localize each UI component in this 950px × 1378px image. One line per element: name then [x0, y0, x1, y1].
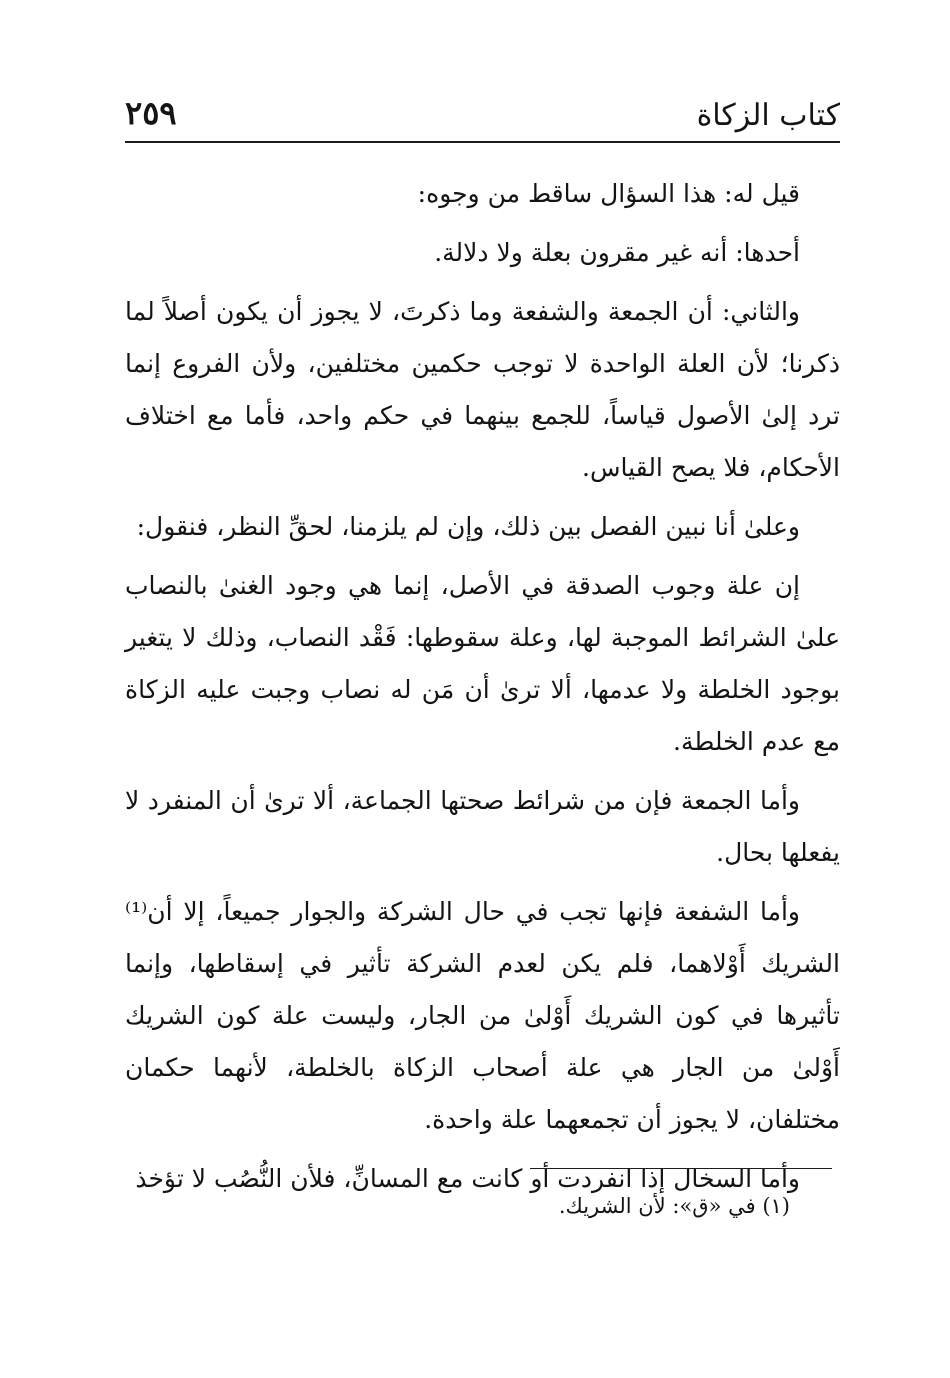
header-divider [125, 141, 840, 143]
paragraph: وعلىٰ أنا نبين الفصل بين ذلك، وإن لم يلزمنا، لحقِّ النظر، فنقول: [136, 512, 800, 541]
paragraph: وأما الشفعة فإنها تجب في حال الشركة والجوار جميعاً، إلا أن⁽¹⁾ الشريك أَوْلاهما، فلم يكن لعدم الشركة تأثير في إسقاطها، وإنما تأثيرها في كون الشريك أَوْلىٰ من الجار، وليست علة كون الشريك أَوْلىٰ من الجار هي علة أصحاب الزكاة بالخلطة، لأنهما حكمان مختلفان، لا يجوز أن تجمعهما علة واحدة. [125, 897, 840, 1134]
paragraph: إن علة وجوب الصدقة في الأصل، إنما هي وجود الغنىٰ بالنصاب علىٰ الشرائط الموجبة لها، وعلة سقوطها: فَقْد النصاب، وذلك لا يتغير بوجود الخلطة ولا عدمها، ألا ترىٰ أن مَن له نصاب وجبت عليه الزكاة مع عدم الخلطة. [125, 571, 840, 756]
paragraph: والثاني: أن الجمعة والشفعة وما ذكرتَ، لا يجوز أن يكون أصلاً لما ذكرنا؛ لأن العلة الواحدة لا توجب حكمين مختلفين، ولأن الفروع إنما ترد إلىٰ الأصول قياساً، للجمع بينهما في حكم واحد، فأما مع اختلاف الأحكام، فلا يصح القياس. [125, 297, 840, 482]
page-header [125, 92, 840, 140]
paragraph: أحدها: أنه غير مقرون بعلة ولا دلالة. [434, 238, 800, 267]
paragraph: وأما السخال إذا انفردت أو كانت مع المسانِّ، فلأن النُّصُب لا تؤخذ [135, 1164, 800, 1193]
main-text [125, 168, 840, 1212]
footnote: (١) في «ق»: لأن الشريك. [558, 1194, 790, 1218]
running-title: كتاب الزكاة [696, 98, 840, 133]
paragraph: وأما الجمعة فإن من شرائط صحتها الجماعة، ألا ترىٰ أن المنفرد لا يفعلها بحال. [125, 786, 840, 867]
page-number: ٢٥٩ [125, 94, 177, 132]
paragraph: قيل له: هذا السؤال ساقط من وجوه: [417, 179, 800, 208]
footnote-divider [530, 1168, 832, 1169]
